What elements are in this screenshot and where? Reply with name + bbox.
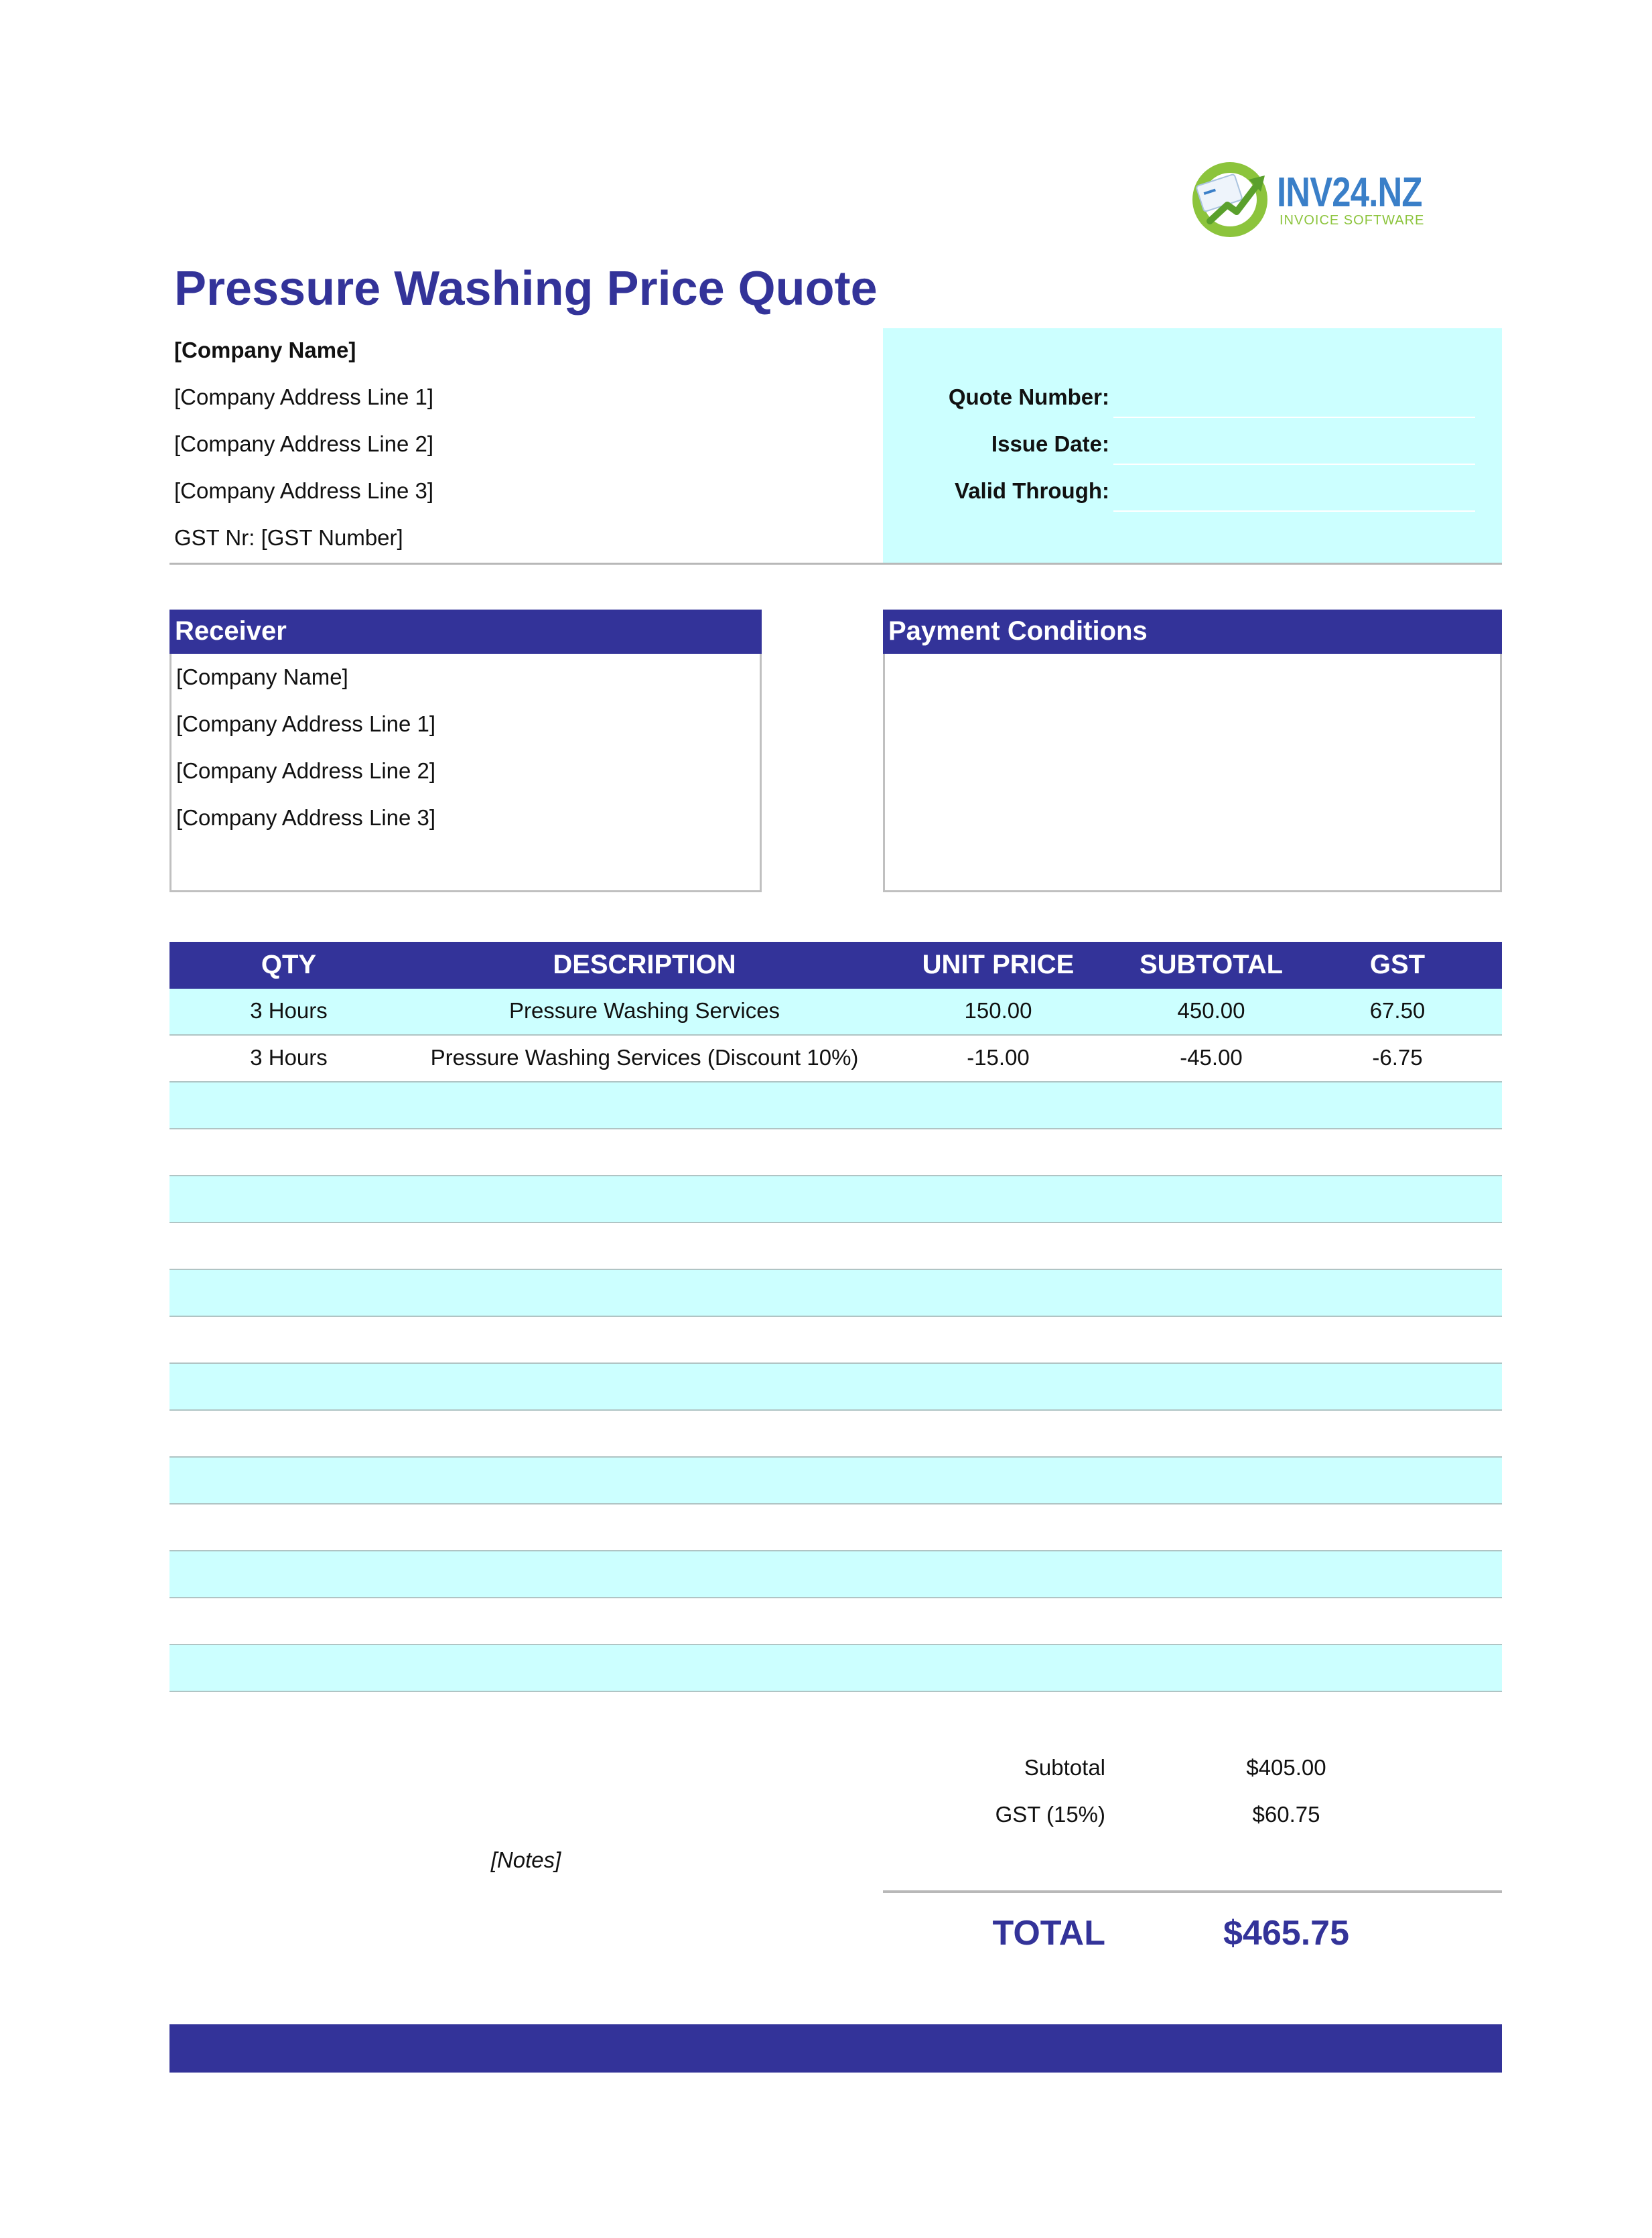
receiver-box xyxy=(169,654,762,892)
receiver-company-name: [Company Name] xyxy=(176,665,348,689)
table-row-empty xyxy=(169,1082,1502,1129)
table-row xyxy=(169,1036,1502,1082)
valid-through-label: Valid Through: xyxy=(955,478,1109,503)
table-row-empty xyxy=(169,1551,1502,1598)
item-gst: -6.75 xyxy=(1372,1045,1423,1070)
sender-address-line-2: [Company Address Line 2] xyxy=(174,431,434,456)
receiver-address-line-3: [Company Address Line 3] xyxy=(176,805,436,830)
logo-brand-text: INV24.NZ xyxy=(1277,169,1422,216)
col-header-qty: QTY xyxy=(261,950,317,979)
quote-info-box xyxy=(883,328,1502,564)
table-row-empty xyxy=(169,1364,1502,1411)
item-subtotal: 450.00 xyxy=(1177,998,1245,1023)
table-row-empty xyxy=(169,1223,1502,1270)
table-row-empty xyxy=(169,1317,1502,1364)
item-qty: 3 Hours xyxy=(250,998,328,1023)
item-subtotal: -45.00 xyxy=(1180,1045,1243,1070)
item-description: Pressure Washing Services (Discount 10%) xyxy=(430,1045,859,1070)
gst-value: $60.75 xyxy=(1252,1802,1320,1827)
item-qty: 3 Hours xyxy=(250,1045,328,1070)
total-value: $465.75 xyxy=(1223,1914,1349,1953)
table-row xyxy=(169,989,1502,1036)
subtotal-label: Subtotal xyxy=(1024,1755,1105,1780)
logo-icon xyxy=(1190,157,1273,240)
table-row-empty xyxy=(169,1176,1502,1223)
subtotal-value: $405.00 xyxy=(1246,1755,1326,1780)
receiver-address-line-2: [Company Address Line 2] xyxy=(176,758,436,783)
item-gst: 67.50 xyxy=(1369,998,1426,1023)
item-unit-price: -15.00 xyxy=(967,1045,1030,1070)
quote-number-field[interactable] xyxy=(1113,376,1475,418)
table-row-empty xyxy=(169,1270,1502,1317)
logo-tagline: INVOICE SOFTWARE xyxy=(1280,213,1425,228)
table-row-empty xyxy=(169,1458,1502,1505)
item-description: Pressure Washing Services xyxy=(508,998,780,1023)
sender-gst-number: GST Nr: [GST Number] xyxy=(174,525,403,550)
col-header-gst: GST xyxy=(1369,950,1426,979)
notes[interactable]: [Notes] xyxy=(490,1847,561,1872)
issue-date-field[interactable] xyxy=(1113,423,1475,465)
items-table-header xyxy=(169,942,1502,989)
col-header-unit-price: UNIT PRICE xyxy=(922,950,1075,979)
page-title: Pressure Washing Price Quote xyxy=(174,262,878,316)
totals-divider xyxy=(883,1890,1502,1893)
table-row-empty xyxy=(169,1505,1502,1551)
sender-address-line-1: [Company Address Line 1] xyxy=(174,384,434,409)
col-header-subtotal: SUBTOTAL xyxy=(1139,950,1284,979)
receiver-heading: Receiver xyxy=(169,610,762,654)
brand-logo xyxy=(1190,155,1444,242)
total-label: TOTAL xyxy=(992,1914,1105,1953)
receiver-address-line-1: [Company Address Line 1] xyxy=(176,711,436,736)
header-divider xyxy=(169,563,1502,565)
table-row-empty xyxy=(169,1645,1502,1692)
quote-number-label: Quote Number: xyxy=(948,384,1109,409)
table-row-empty xyxy=(169,1411,1502,1458)
payment-conditions-box[interactable] xyxy=(883,654,1502,892)
item-unit-price: 150.00 xyxy=(964,998,1032,1023)
payment-conditions-heading: Payment Conditions xyxy=(883,610,1502,654)
table-row-empty xyxy=(169,1129,1502,1176)
footer-bar xyxy=(169,2024,1502,2073)
table-row-empty xyxy=(169,1598,1502,1645)
gst-label: GST (15%) xyxy=(995,1802,1105,1827)
sender-company-name: [Company Name] xyxy=(174,338,356,362)
sender-address-line-3: [Company Address Line 3] xyxy=(174,478,434,503)
valid-through-field[interactable] xyxy=(1113,470,1475,512)
issue-date-label: Issue Date: xyxy=(991,431,1109,456)
col-header-description: DESCRIPTION xyxy=(553,950,736,979)
